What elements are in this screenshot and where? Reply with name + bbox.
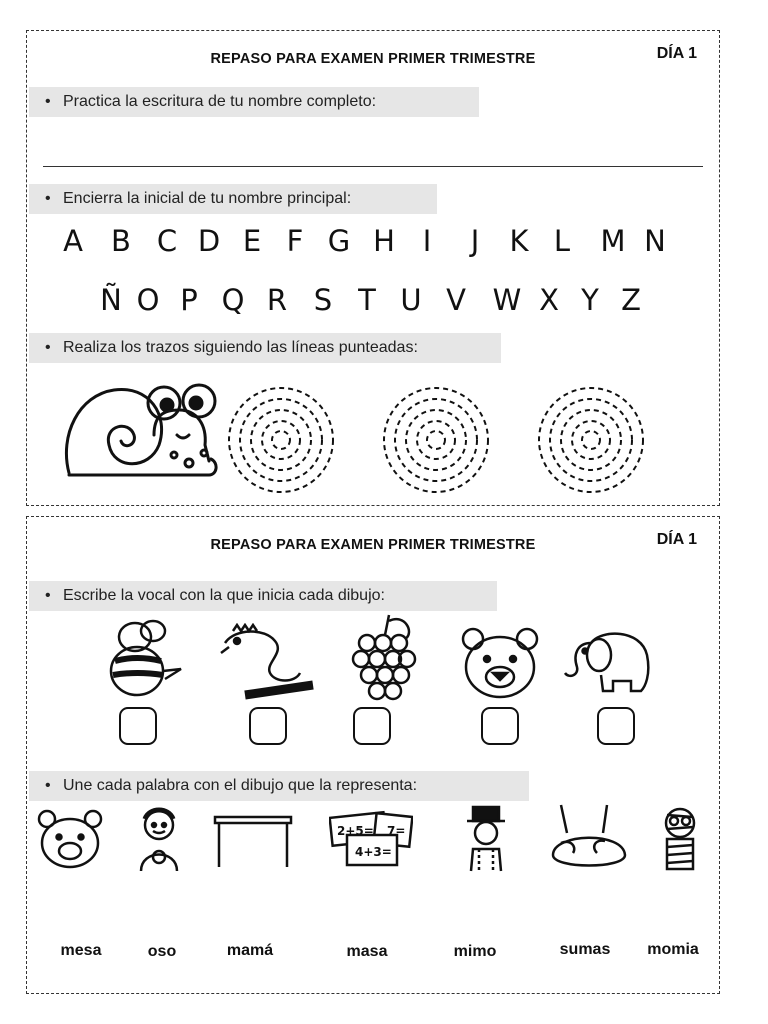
letter[interactable]: Q (221, 283, 245, 317)
bear-icon[interactable] (37, 809, 103, 869)
grapes-icon (345, 613, 429, 705)
mom-icon[interactable] (131, 805, 187, 873)
match-word[interactable]: mamá (226, 942, 274, 959)
instruction-match-text: Une cada palabra con el dibujo que la representa: (63, 777, 418, 794)
letter[interactable]: X (539, 283, 559, 317)
letter[interactable]: A (63, 224, 83, 258)
letter[interactable]: L (553, 224, 571, 258)
match-word[interactable]: mesa (60, 942, 102, 959)
mime-icon[interactable] (459, 805, 513, 873)
day-label: DÍA 1 (656, 531, 697, 548)
letter[interactable]: N (644, 224, 666, 258)
page-title: REPASO PARA EXAMEN PRIMER TRIMESTRE (210, 537, 536, 553)
instruction-name-text: Practica la escritura de tu nombre completo: (63, 93, 377, 110)
match-word[interactable]: masa (346, 943, 388, 960)
letter[interactable]: D (197, 224, 221, 258)
letter[interactable]: H (373, 224, 395, 258)
letter[interactable]: Ñ (100, 283, 122, 317)
letter[interactable]: V (446, 283, 466, 317)
elephant-icon (561, 625, 653, 699)
letter[interactable]: G (327, 224, 351, 258)
instruction-trace (29, 333, 501, 363)
match-word[interactable]: mimo (453, 943, 497, 960)
instruction-name (29, 87, 479, 117)
letter[interactable]: K (509, 224, 529, 258)
dashed-spiral-icon[interactable] (377, 381, 495, 499)
letter[interactable]: C (156, 224, 178, 258)
letter[interactable]: E (242, 224, 262, 258)
letter[interactable]: Z (621, 283, 641, 317)
instruction-vowel (29, 581, 497, 611)
table-icon[interactable] (211, 813, 295, 869)
letter[interactable]: I (422, 224, 432, 258)
day-label: DÍA 1 (656, 45, 697, 62)
letter[interactable]: T (358, 283, 376, 317)
math-card-text: 7= (387, 824, 406, 838)
letter[interactable]: W (492, 283, 522, 317)
instruction-initial-text: Encierra la inicial de tu nombre principal: (63, 190, 352, 207)
instruction-trace-text: Realiza los trazos siguiendo las líneas punteadas: (63, 339, 418, 356)
letter[interactable]: O (136, 283, 160, 317)
match-word[interactable]: momia (647, 941, 699, 958)
match-word[interactable]: oso (147, 943, 177, 960)
vowel-answer-box[interactable] (481, 707, 519, 745)
iguana-icon (215, 623, 319, 703)
dashed-spiral-icon[interactable] (222, 381, 340, 499)
name-writing-line[interactable] (43, 166, 703, 167)
mummy-icon[interactable] (655, 805, 705, 871)
letter[interactable]: R (266, 283, 288, 317)
instruction-initial (29, 184, 437, 214)
instruction-vowel-text: Escribe la vocal con la que inicia cada dibujo: (63, 587, 385, 604)
worksheet-card-2 (26, 516, 720, 994)
letter[interactable]: B (111, 224, 131, 258)
instruction-match (29, 771, 529, 801)
page-title: REPASO PARA EXAMEN PRIMER TRIMESTRE (210, 51, 536, 67)
math-cards-icon[interactable] (329, 807, 413, 869)
vowel-answer-box[interactable] (597, 707, 635, 745)
vowel-answer-box[interactable] (119, 707, 157, 745)
snail-icon (59, 375, 221, 495)
worksheet-card-1 (26, 30, 720, 506)
math-card-text: 2+5= (337, 824, 374, 838)
bear-icon (459, 625, 541, 701)
vowel-answer-box[interactable] (249, 707, 287, 745)
letter[interactable]: F (286, 224, 304, 258)
dashed-spiral-icon[interactable] (532, 381, 650, 499)
letter[interactable]: P (180, 283, 198, 317)
letter[interactable]: U (400, 283, 422, 317)
letter[interactable]: J (470, 224, 480, 258)
bee-icon (105, 617, 189, 699)
dough-icon[interactable] (547, 803, 631, 873)
vowel-answer-box[interactable] (353, 707, 391, 745)
letter[interactable]: S (313, 283, 333, 317)
math-card-text: 4+3= (355, 845, 392, 859)
letter[interactable]: M (600, 224, 626, 258)
letter[interactable]: Y (581, 283, 599, 317)
match-word[interactable]: sumas (559, 941, 611, 958)
